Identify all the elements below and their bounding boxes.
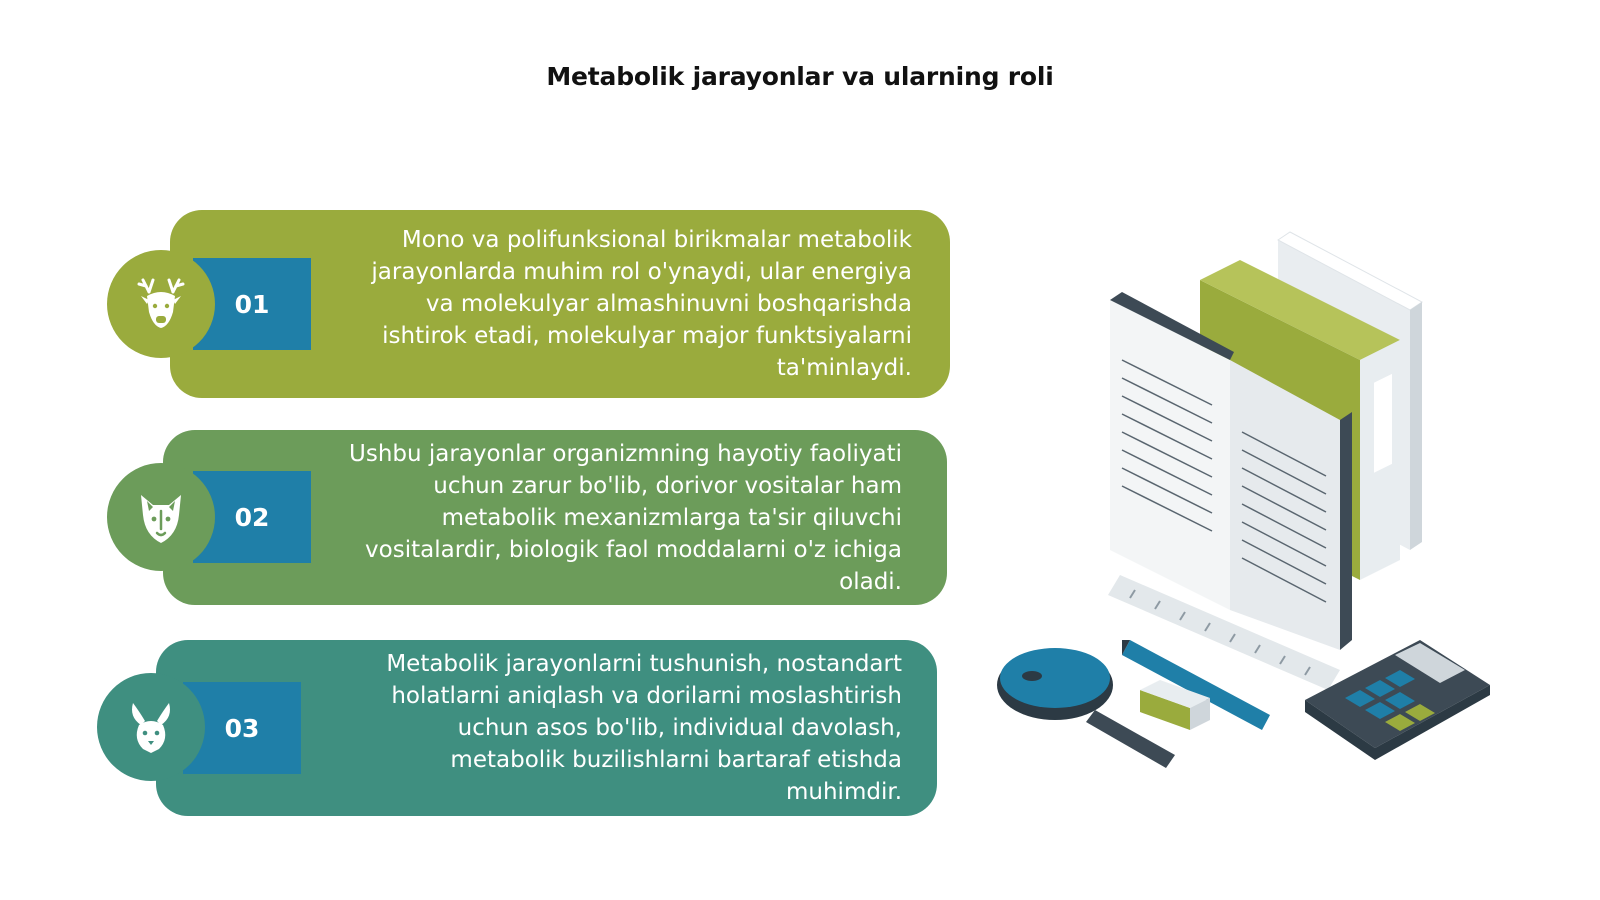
deer-icon [129,272,193,336]
number-label-1: 01 [234,289,270,319]
page-title: Metabolik jarayonlar va ularning roli [546,62,1054,91]
fox-icon [129,485,193,549]
books-and-office-supplies-illustration [990,200,1550,800]
icon-circle-3 [97,673,205,781]
icon-circle-1 [107,250,215,358]
rabbit-icon [119,695,183,759]
number-label-3: 03 [224,713,260,743]
icon-circle-2 [107,463,215,571]
card-text-3: Metabolik jarayonlarni tushunish, nostandart holatlarni aniqlash va dorilarni moslashtirish uchun asos bo'lib, individual davolash, metabolik buzilishlarni bartaraf etishda muhimdir. [386,651,902,805]
number-label-2: 02 [234,502,270,532]
card-text-2: Ushbu jarayonlar organizmning hayotiy faoliyati uchun zarur bo'lib, dorivor vositalar ham metabolik mexanizmlarga ta'sir qiluvchi vositalardir, biologik faol moddalarni o'z ichiga oladi. [349,440,902,595]
card-text-1: Mono va polifunksional birikmalar metabolik jarayonlarda muhim rol o'ynaydi, ular energiya va molekulyar almashinuvni boshqarishda ishtirok etadi, molekulyar major funktsiyalarni ta'minlaydi. [371,227,912,381]
